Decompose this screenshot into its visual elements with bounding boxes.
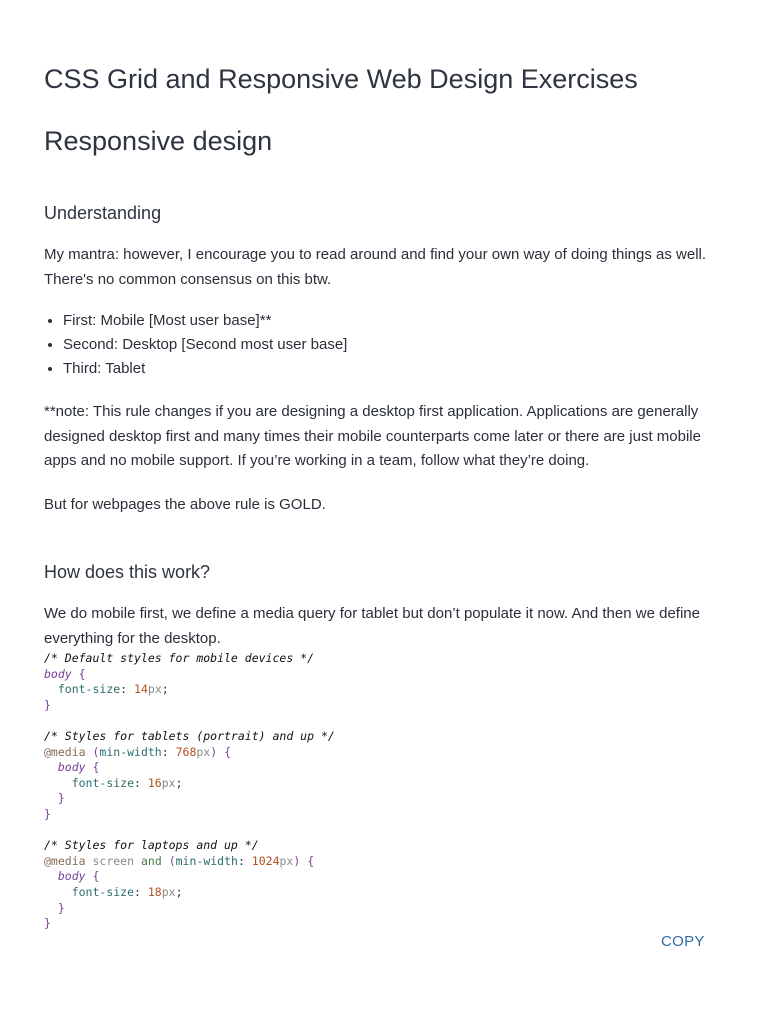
list-item: • Third: Tablet <box>63 357 347 381</box>
code-comment: /* Default styles for mobile devices */ <box>44 651 315 665</box>
code-comment: /* Styles for laptops and up */ <box>44 838 259 853</box>
code-comment: /* Styles for tablets (portrait) and up */ <box>44 728 335 743</box>
understanding-heading: Understanding <box>44 203 162 223</box>
code-block: /* Default styles for mobile devices */ body { font-size: 14px; } /* Styles for tablets (portrait) and up */ @media (min-width: 768px) { body { font-size: 16px; } } /* Styles for laptops and up */ @media screen and (min-width: 1024px) { body { font-size: 18px; } } <box>44 651 335 931</box>
understanding-intro: My mantra: however, I encourage you to read around and find your own way of doing things as well. There's no common consensus on this btw. <box>44 246 707 288</box>
gold-paragraph: But for webpages the above rule is GOLD. <box>44 496 326 513</box>
list-item: • First: Mobile [Most user base]** <box>63 309 347 333</box>
how-intro: We do mobile first, we define a media query for tablet but don’t populate it now. And then we define everything for the desktop. <box>44 605 700 647</box>
section-title: Responsive design <box>44 126 273 156</box>
priority-list <box>44 309 347 381</box>
how-heading: How does this work? <box>44 562 211 582</box>
note-paragraph: **note: This rule changes if you are designing a desktop first application. Applications are generally designed desktop first and many times their mobile counterparts come later or there are just mobile apps and no mobile support. If you’re working in a team, follow what they’re doing. <box>44 403 701 469</box>
page-title: CSS Grid and Responsive Web Design Exercises <box>44 64 638 94</box>
list-item: • Second: Desktop [Second most user base] <box>63 333 347 357</box>
copy-button[interactable]: COPY <box>661 933 705 950</box>
